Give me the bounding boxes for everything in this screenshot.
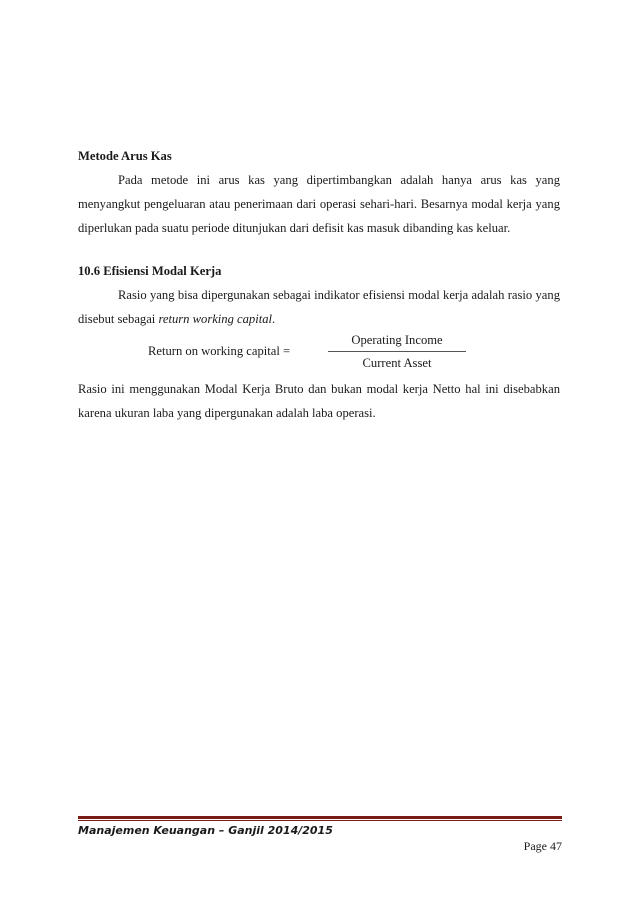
fraction-line <box>328 351 466 352</box>
paragraph-intro-text: Rasio yang bisa dipergunakan sebagai indikator efisiensi modal kerja adalah rasio yang disebut sebagai <box>78 288 560 326</box>
section-heading-metode-arus-kas: Metode Arus Kas <box>78 149 172 163</box>
footer-rule-thick <box>78 816 562 819</box>
formula-denominator: Current Asset <box>362 356 432 370</box>
page-content <box>78 144 560 425</box>
section-heading-efisiensi-modal-kerja: 10.6 Efisiensi Modal Kerja <box>78 264 222 278</box>
formula-lhs: Return on working capital = <box>148 344 291 358</box>
formula-numerator: Operating Income <box>351 333 443 347</box>
section-paragraph-metode-arus-kas: Pada metode ini arus kas yang dipertimbangkan adalah hanya arus kas yang menyangkut pengeluaran atau penerimaan dari operasi sehari-hari. Besarnya modal kerja yang diperlukan pada suatu periode ditunjukan dari defisit kas masuk dibanding kas keluar. <box>78 173 560 235</box>
formula-block <box>78 333 560 375</box>
closing-paragraph: Rasio ini menggunakan Modal Kerja Bruto dan bukan modal kerja Netto hal ini disebabkan karena ukuran laba yang dipergunakan adalah laba operasi. <box>78 382 560 420</box>
footer-rule-thin <box>78 820 562 821</box>
section-spacer <box>78 240 560 259</box>
paragraph-italic-term: return working capital <box>158 312 273 326</box>
footer-page-number: Page 47 <box>523 839 562 853</box>
footer-course-title: Manajemen Keuangan – Ganjil 2014/2015 <box>78 824 333 837</box>
formula-fraction <box>328 330 466 373</box>
section-paragraph-efisiensi <box>78 283 560 331</box>
paragraph-end-text: . <box>272 312 276 326</box>
